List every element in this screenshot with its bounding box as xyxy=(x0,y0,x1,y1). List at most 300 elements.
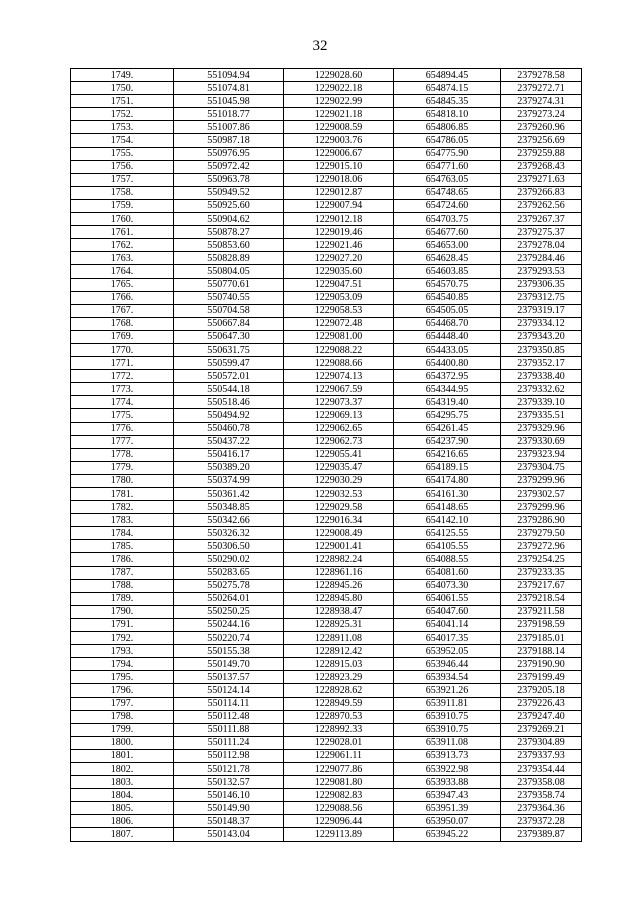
point-number-cell: 1804. xyxy=(71,789,174,802)
point-number-cell: 1757. xyxy=(71,173,174,186)
x1-cell: 550631.75 xyxy=(174,343,284,356)
y1-cell: 1229081.80 xyxy=(284,776,394,789)
table-row xyxy=(71,618,582,631)
x2-cell: 653913.73 xyxy=(394,749,501,762)
y1-cell: 1229062.73 xyxy=(284,435,394,448)
point-number-cell: 1801. xyxy=(71,749,174,762)
y1-cell: 1229007.94 xyxy=(284,199,394,212)
x2-cell: 653911.81 xyxy=(394,697,501,710)
table-row xyxy=(71,527,582,540)
x1-cell: 550518.46 xyxy=(174,396,284,409)
point-number-cell: 1763. xyxy=(71,252,174,265)
y2-cell: 2379299.96 xyxy=(501,474,582,487)
x1-cell: 550121.78 xyxy=(174,762,284,775)
y2-cell: 2379271.63 xyxy=(501,173,582,186)
y2-cell: 2379329.96 xyxy=(501,422,582,435)
table-row xyxy=(71,304,582,317)
table-row xyxy=(71,592,582,605)
x2-cell: 654771.60 xyxy=(394,160,501,173)
x2-cell: 654295.75 xyxy=(394,409,501,422)
x2-cell: 654061.55 xyxy=(394,592,501,605)
y2-cell: 2379306.35 xyxy=(501,278,582,291)
y2-cell: 2379304.75 xyxy=(501,461,582,474)
y2-cell: 2379364.36 xyxy=(501,802,582,815)
y2-cell: 2379247.40 xyxy=(501,710,582,723)
table-row xyxy=(71,226,582,239)
point-number-cell: 1807. xyxy=(71,828,174,841)
y1-cell: 1229018.06 xyxy=(284,173,394,186)
point-number-cell: 1788. xyxy=(71,579,174,592)
x2-cell: 653910.75 xyxy=(394,710,501,723)
point-number-cell: 1794. xyxy=(71,658,174,671)
table-row xyxy=(71,252,582,265)
y1-cell: 1229003.76 xyxy=(284,134,394,147)
x2-cell: 654570.75 xyxy=(394,278,501,291)
table-row xyxy=(71,710,582,723)
x2-cell: 654677.60 xyxy=(394,226,501,239)
table-row xyxy=(71,514,582,527)
table-row xyxy=(71,828,582,841)
y2-cell: 2379275.37 xyxy=(501,226,582,239)
table-row xyxy=(71,632,582,645)
table-row xyxy=(71,278,582,291)
y2-cell: 2379284.46 xyxy=(501,252,582,265)
y1-cell: 1229035.47 xyxy=(284,461,394,474)
table-row xyxy=(71,579,582,592)
x2-cell: 654806.85 xyxy=(394,121,501,134)
x2-cell: 653933.88 xyxy=(394,776,501,789)
x2-cell: 654603.85 xyxy=(394,265,501,278)
x1-cell: 550149.70 xyxy=(174,658,284,671)
x1-cell: 550460.78 xyxy=(174,422,284,435)
y2-cell: 2379332.62 xyxy=(501,383,582,396)
table-row xyxy=(71,173,582,186)
point-number-cell: 1767. xyxy=(71,304,174,317)
table-row xyxy=(71,776,582,789)
x1-cell: 550342.66 xyxy=(174,514,284,527)
point-number-cell: 1764. xyxy=(71,265,174,278)
y2-cell: 2379272.96 xyxy=(501,540,582,553)
x1-cell: 550244.16 xyxy=(174,618,284,631)
x1-cell: 550389.20 xyxy=(174,461,284,474)
y1-cell: 1228911.08 xyxy=(284,632,394,645)
page-number: 32 xyxy=(312,38,328,54)
x2-cell: 654017.35 xyxy=(394,632,501,645)
x2-cell: 653952.05 xyxy=(394,645,501,658)
table-row xyxy=(71,658,582,671)
table-row xyxy=(71,69,582,82)
x1-cell: 550828.89 xyxy=(174,252,284,265)
point-number-cell: 1805. xyxy=(71,802,174,815)
point-number-cell: 1758. xyxy=(71,186,174,199)
y2-cell: 2379198.59 xyxy=(501,618,582,631)
x1-cell: 550494.92 xyxy=(174,409,284,422)
table-row xyxy=(71,605,582,618)
y1-cell: 1228925.31 xyxy=(284,618,394,631)
point-number-cell: 1781. xyxy=(71,488,174,501)
point-number-cell: 1791. xyxy=(71,618,174,631)
table-row xyxy=(71,82,582,95)
y2-cell: 2379268.43 xyxy=(501,160,582,173)
y1-cell: 1228912.42 xyxy=(284,645,394,658)
x1-cell: 551018.77 xyxy=(174,108,284,121)
table-row xyxy=(71,239,582,252)
x1-cell: 550770.61 xyxy=(174,278,284,291)
coordinates-table-body xyxy=(71,69,582,842)
table-row xyxy=(71,749,582,762)
x1-cell: 550275.78 xyxy=(174,579,284,592)
y2-cell: 2379254.25 xyxy=(501,553,582,566)
y2-cell: 2379312.75 xyxy=(501,291,582,304)
x2-cell: 654400.80 xyxy=(394,357,501,370)
y1-cell: 1229077.86 xyxy=(284,762,394,775)
table-row xyxy=(71,357,582,370)
y1-cell: 1229021.18 xyxy=(284,108,394,121)
y2-cell: 2379205.18 xyxy=(501,684,582,697)
table-row xyxy=(71,723,582,736)
x2-cell: 654041.14 xyxy=(394,618,501,631)
y1-cell: 1229029.58 xyxy=(284,501,394,514)
point-number-cell: 1797. xyxy=(71,697,174,710)
point-number-cell: 1799. xyxy=(71,723,174,736)
x1-cell: 550148.37 xyxy=(174,815,284,828)
point-number-cell: 1762. xyxy=(71,239,174,252)
table-row xyxy=(71,343,582,356)
y2-cell: 2379343.20 xyxy=(501,330,582,343)
y2-cell: 2379304.89 xyxy=(501,736,582,749)
x2-cell: 654845.35 xyxy=(394,95,501,108)
point-number-cell: 1798. xyxy=(71,710,174,723)
point-number-cell: 1759. xyxy=(71,199,174,212)
point-number-cell: 1756. xyxy=(71,160,174,173)
point-number-cell: 1772. xyxy=(71,370,174,383)
x2-cell: 654081.60 xyxy=(394,566,501,579)
point-number-cell: 1802. xyxy=(71,762,174,775)
y1-cell: 1229058.53 xyxy=(284,304,394,317)
y1-cell: 1229022.18 xyxy=(284,82,394,95)
point-number-cell: 1752. xyxy=(71,108,174,121)
y1-cell: 1229088.66 xyxy=(284,357,394,370)
x1-cell: 550111.24 xyxy=(174,736,284,749)
point-number-cell: 1750. xyxy=(71,82,174,95)
x1-cell: 550987.18 xyxy=(174,134,284,147)
point-number-cell: 1766. xyxy=(71,291,174,304)
x2-cell: 654319.40 xyxy=(394,396,501,409)
x2-cell: 653922.98 xyxy=(394,762,501,775)
y1-cell: 1229022.99 xyxy=(284,95,394,108)
x2-cell: 654628.45 xyxy=(394,252,501,265)
x1-cell: 551074.81 xyxy=(174,82,284,95)
y1-cell: 1229028.01 xyxy=(284,736,394,749)
x2-cell: 653947.43 xyxy=(394,789,501,802)
point-number-cell: 1779. xyxy=(71,461,174,474)
x2-cell: 654125.55 xyxy=(394,527,501,540)
point-number-cell: 1803. xyxy=(71,776,174,789)
y1-cell: 1228982.24 xyxy=(284,553,394,566)
y2-cell: 2379226.43 xyxy=(501,697,582,710)
x1-cell: 550112.98 xyxy=(174,749,284,762)
x2-cell: 654894.45 xyxy=(394,69,501,82)
y1-cell: 1229067.59 xyxy=(284,383,394,396)
y2-cell: 2379217.67 xyxy=(501,579,582,592)
point-number-cell: 1783. xyxy=(71,514,174,527)
y2-cell: 2379188.14 xyxy=(501,645,582,658)
y1-cell: 1229088.22 xyxy=(284,343,394,356)
x1-cell: 550544.18 xyxy=(174,383,284,396)
point-number-cell: 1800. xyxy=(71,736,174,749)
table-row xyxy=(71,802,582,815)
x2-cell: 654724.60 xyxy=(394,199,501,212)
y2-cell: 2379372.28 xyxy=(501,815,582,828)
point-number-cell: 1806. xyxy=(71,815,174,828)
x2-cell: 654261.45 xyxy=(394,422,501,435)
y1-cell: 1228938.47 xyxy=(284,605,394,618)
y1-cell: 1229072.48 xyxy=(284,317,394,330)
y2-cell: 2379302.57 xyxy=(501,488,582,501)
x1-cell: 550976.95 xyxy=(174,147,284,160)
x1-cell: 550124.14 xyxy=(174,684,284,697)
x2-cell: 654448.40 xyxy=(394,330,501,343)
x2-cell: 654216.65 xyxy=(394,448,501,461)
y1-cell: 1229019.46 xyxy=(284,226,394,239)
table-row xyxy=(71,199,582,212)
x1-cell: 550963.78 xyxy=(174,173,284,186)
x2-cell: 654142.10 xyxy=(394,514,501,527)
x2-cell: 654073.30 xyxy=(394,579,501,592)
table-row xyxy=(71,435,582,448)
x1-cell: 550155.38 xyxy=(174,645,284,658)
x2-cell: 653934.54 xyxy=(394,671,501,684)
y1-cell: 1229012.18 xyxy=(284,213,394,226)
y1-cell: 1229062.65 xyxy=(284,422,394,435)
point-number-cell: 1769. xyxy=(71,330,174,343)
point-number-cell: 1786. xyxy=(71,553,174,566)
y2-cell: 2379267.37 xyxy=(501,213,582,226)
y1-cell: 1229016.34 xyxy=(284,514,394,527)
y2-cell: 2379262.56 xyxy=(501,199,582,212)
x1-cell: 550667.84 xyxy=(174,317,284,330)
x1-cell: 550220.74 xyxy=(174,632,284,645)
x1-cell: 550599.47 xyxy=(174,357,284,370)
x1-cell: 550306.50 xyxy=(174,540,284,553)
x1-cell: 550704.58 xyxy=(174,304,284,317)
table-row xyxy=(71,488,582,501)
y1-cell: 1229096.44 xyxy=(284,815,394,828)
point-number-cell: 1765. xyxy=(71,278,174,291)
x1-cell: 550326.32 xyxy=(174,527,284,540)
y1-cell: 1229055.41 xyxy=(284,448,394,461)
x2-cell: 654237.90 xyxy=(394,435,501,448)
y1-cell: 1229073.37 xyxy=(284,396,394,409)
x2-cell: 653950.07 xyxy=(394,815,501,828)
point-number-cell: 1770. xyxy=(71,343,174,356)
point-number-cell: 1782. xyxy=(71,501,174,514)
table-row xyxy=(71,501,582,514)
point-number-cell: 1774. xyxy=(71,396,174,409)
point-number-cell: 1775. xyxy=(71,409,174,422)
x2-cell: 654505.05 xyxy=(394,304,501,317)
y1-cell: 1229047.51 xyxy=(284,278,394,291)
x1-cell: 550361.42 xyxy=(174,488,284,501)
y1-cell: 1229088.56 xyxy=(284,802,394,815)
y2-cell: 2379293.53 xyxy=(501,265,582,278)
point-number-cell: 1749. xyxy=(71,69,174,82)
point-number-cell: 1761. xyxy=(71,226,174,239)
point-number-cell: 1780. xyxy=(71,474,174,487)
y2-cell: 2379199.49 xyxy=(501,671,582,684)
x2-cell: 653921.26 xyxy=(394,684,501,697)
point-number-cell: 1789. xyxy=(71,592,174,605)
coordinates-table xyxy=(70,68,582,842)
x1-cell: 550740.55 xyxy=(174,291,284,304)
x1-cell: 551007.86 xyxy=(174,121,284,134)
point-number-cell: 1768. xyxy=(71,317,174,330)
x1-cell: 550137.57 xyxy=(174,671,284,684)
x1-cell: 551094.94 xyxy=(174,69,284,82)
point-number-cell: 1773. xyxy=(71,383,174,396)
point-number-cell: 1784. xyxy=(71,527,174,540)
table-row xyxy=(71,330,582,343)
point-number-cell: 1785. xyxy=(71,540,174,553)
point-number-cell: 1795. xyxy=(71,671,174,684)
x1-cell: 550437.22 xyxy=(174,435,284,448)
x1-cell: 550972.42 xyxy=(174,160,284,173)
y2-cell: 2379233.35 xyxy=(501,566,582,579)
x2-cell: 653910.75 xyxy=(394,723,501,736)
table-row xyxy=(71,566,582,579)
point-number-cell: 1771. xyxy=(71,357,174,370)
x1-cell: 550374.99 xyxy=(174,474,284,487)
table-row xyxy=(71,213,582,226)
table-row xyxy=(71,160,582,173)
y2-cell: 2379299.96 xyxy=(501,501,582,514)
x2-cell: 654786.05 xyxy=(394,134,501,147)
x2-cell: 654468.70 xyxy=(394,317,501,330)
y2-cell: 2379335.51 xyxy=(501,409,582,422)
y2-cell: 2379218.54 xyxy=(501,592,582,605)
y2-cell: 2379352.17 xyxy=(501,357,582,370)
y2-cell: 2379319.17 xyxy=(501,304,582,317)
x1-cell: 550250.25 xyxy=(174,605,284,618)
x1-cell: 550112.48 xyxy=(174,710,284,723)
point-number-cell: 1790. xyxy=(71,605,174,618)
table-row xyxy=(71,383,582,396)
x1-cell: 550416.17 xyxy=(174,448,284,461)
x2-cell: 654189.15 xyxy=(394,461,501,474)
y1-cell: 1229030.29 xyxy=(284,474,394,487)
table-row xyxy=(71,121,582,134)
table-row xyxy=(71,474,582,487)
x2-cell: 654653.00 xyxy=(394,239,501,252)
y1-cell: 1229032.53 xyxy=(284,488,394,501)
table-row xyxy=(71,147,582,160)
point-number-cell: 1787. xyxy=(71,566,174,579)
table-row xyxy=(71,815,582,828)
y2-cell: 2379278.04 xyxy=(501,239,582,252)
x2-cell: 654703.75 xyxy=(394,213,501,226)
y2-cell: 2379273.24 xyxy=(501,108,582,121)
point-number-cell: 1796. xyxy=(71,684,174,697)
x2-cell: 654174.80 xyxy=(394,474,501,487)
y2-cell: 2379259.88 xyxy=(501,147,582,160)
table-row xyxy=(71,108,582,121)
x2-cell: 654818.10 xyxy=(394,108,501,121)
y1-cell: 1228945.80 xyxy=(284,592,394,605)
y2-cell: 2379286.90 xyxy=(501,514,582,527)
table-row xyxy=(71,291,582,304)
y2-cell: 2379358.08 xyxy=(501,776,582,789)
table-row xyxy=(71,645,582,658)
x1-cell: 550804.05 xyxy=(174,265,284,278)
x2-cell: 654433.05 xyxy=(394,343,501,356)
y1-cell: 1229021.46 xyxy=(284,239,394,252)
y1-cell: 1229001.41 xyxy=(284,540,394,553)
y1-cell: 1228961.16 xyxy=(284,566,394,579)
table-row xyxy=(71,540,582,553)
y2-cell: 2379339.10 xyxy=(501,396,582,409)
y2-cell: 2379272.71 xyxy=(501,82,582,95)
y1-cell: 1228928.62 xyxy=(284,684,394,697)
y2-cell: 2379330.69 xyxy=(501,435,582,448)
table-row xyxy=(71,134,582,147)
y1-cell: 1228992.33 xyxy=(284,723,394,736)
point-number-cell: 1777. xyxy=(71,435,174,448)
point-number-cell: 1778. xyxy=(71,448,174,461)
y2-cell: 2379269.21 xyxy=(501,723,582,736)
table-row xyxy=(71,422,582,435)
y2-cell: 2379279.50 xyxy=(501,527,582,540)
x1-cell: 550647.30 xyxy=(174,330,284,343)
x2-cell: 653951.39 xyxy=(394,802,501,815)
y2-cell: 2379389.87 xyxy=(501,828,582,841)
table-row xyxy=(71,671,582,684)
table-row xyxy=(71,461,582,474)
x2-cell: 654874.15 xyxy=(394,82,501,95)
y2-cell: 2379266.83 xyxy=(501,186,582,199)
y1-cell: 1229012.87 xyxy=(284,186,394,199)
y2-cell: 2379354.44 xyxy=(501,762,582,775)
x1-cell: 551045.98 xyxy=(174,95,284,108)
x1-cell: 550283.65 xyxy=(174,566,284,579)
point-number-cell: 1755. xyxy=(71,147,174,160)
table-row xyxy=(71,396,582,409)
y2-cell: 2379274.31 xyxy=(501,95,582,108)
y2-cell: 2379358.74 xyxy=(501,789,582,802)
y2-cell: 2379337.93 xyxy=(501,749,582,762)
y1-cell: 1229028.60 xyxy=(284,69,394,82)
x1-cell: 550264.01 xyxy=(174,592,284,605)
x1-cell: 550146.10 xyxy=(174,789,284,802)
x2-cell: 654105.55 xyxy=(394,540,501,553)
y2-cell: 2379260.96 xyxy=(501,121,582,134)
y2-cell: 2379256.69 xyxy=(501,134,582,147)
y1-cell: 1229069.13 xyxy=(284,409,394,422)
x1-cell: 550149.90 xyxy=(174,802,284,815)
y1-cell: 1229008.49 xyxy=(284,527,394,540)
x2-cell: 653911.08 xyxy=(394,736,501,749)
x1-cell: 550949.52 xyxy=(174,186,284,199)
point-number-cell: 1792. xyxy=(71,632,174,645)
y1-cell: 1229081.00 xyxy=(284,330,394,343)
y1-cell: 1229035.60 xyxy=(284,265,394,278)
x2-cell: 653945.22 xyxy=(394,828,501,841)
y1-cell: 1228923.29 xyxy=(284,671,394,684)
y1-cell: 1229061.11 xyxy=(284,749,394,762)
y1-cell: 1229006.67 xyxy=(284,147,394,160)
y2-cell: 2379185.01 xyxy=(501,632,582,645)
table-row xyxy=(71,448,582,461)
y1-cell: 1229008.59 xyxy=(284,121,394,134)
